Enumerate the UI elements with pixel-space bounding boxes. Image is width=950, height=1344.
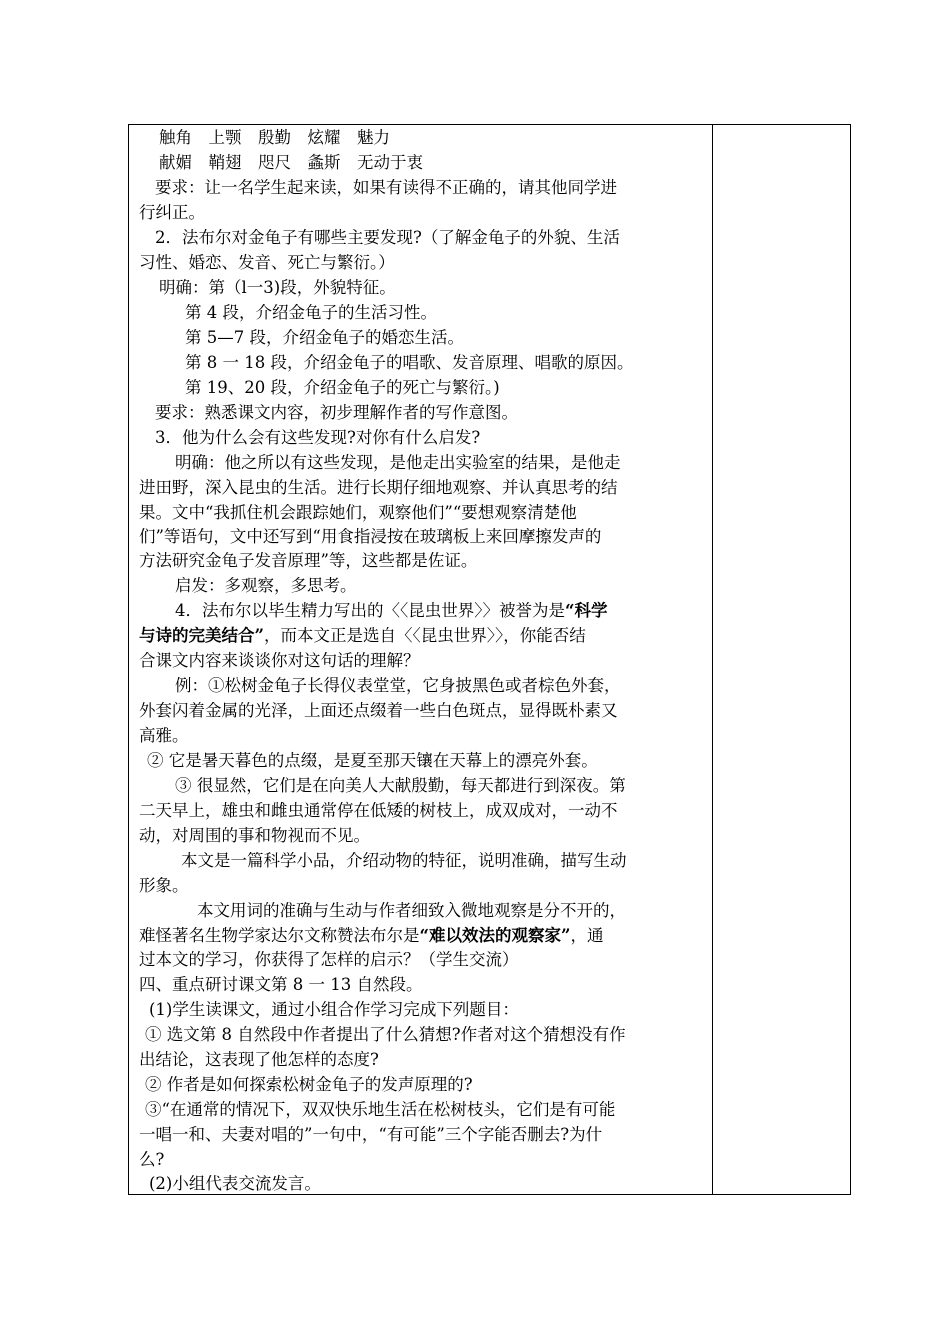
text-line: 启发：多观察，多思考。: [175, 576, 357, 595]
text-line: 2．法布尔对金龟子有哪些主要发现?（了解金龟子的外貌、生活: [155, 228, 620, 247]
notes-cell: [713, 125, 850, 1194]
text-line: 本文是一篇科学小品，介绍动物的特征，说明准确，描写生动: [181, 851, 627, 870]
text-line: [175, 599, 608, 623]
text-line: 要求：让一名学生起来读，如果有读得不正确的，请其他同学进: [155, 178, 617, 197]
text-line: (2)小组代表交流发言。: [149, 1174, 321, 1193]
text-line: 外套闪着金属的光泽，上面还点缀着一些白色斑点，显得既朴素又: [139, 701, 618, 720]
text-line: 明确：第（l一3)段，外貌特征。: [159, 278, 396, 297]
text-line: ③ 很显然，它们是在向美人大献殷勤，每天都进行到深夜。第: [175, 776, 626, 795]
text-line: 们”等语句，文中还写到“用食指浸按在玻璃板上来回摩擦发声的: [139, 527, 602, 546]
text-segment: ，而本文正是选自〈〈昆虫世界〉〉，你能否结: [264, 626, 586, 645]
text-line: ① 选文第 8 自然段中作者提出了什么猜想?作者对这个猜想没有作: [145, 1025, 626, 1044]
text-line: 第 8 一 18 段，介绍金龟子的唱歌、发音原理、唱歌的原因。: [185, 353, 634, 372]
text-line: 本文用词的准确与生动与作者细致入微地观察是分不开的，: [197, 901, 626, 920]
text-line: 四、重点研讨课文第 8 一 13 自然段。: [139, 975, 423, 994]
text-line: 动，对周围的事和物视而不见。: [139, 826, 370, 845]
text-line: 出结论，这表现了他怎样的态度?: [139, 1050, 379, 1069]
text-line: 进田野，深入昆虫的生活。进行长期仔细地观察、并认真思考的结: [139, 478, 618, 497]
text-line: ② 它是暑天暮色的点缀，是夏至那天镶在天幕上的漂亮外套。: [147, 751, 598, 770]
text-line: [139, 624, 586, 648]
text-line: 形象。: [139, 876, 189, 895]
text-line: 第 4 段，介绍金龟子的生活习性。: [185, 303, 437, 322]
text-segment: ，通: [570, 926, 604, 945]
text-line: 过本文的学习，你获得了怎样的启示？（学生交流）: [139, 950, 519, 969]
text-line: 合课文内容来谈谈你对这句话的理解？: [139, 651, 420, 670]
text-line: (1)学生读课文，通过小组合作学习完成下列题目：: [149, 1000, 519, 1019]
lesson-table: [128, 124, 851, 1195]
text-segment: 4．法布尔以毕生精力写出的〈〈昆虫世界〉〉被誉为是: [175, 601, 565, 620]
text-line: 第 19、20 段，介绍金龟子的死亡与繁衍。): [185, 378, 500, 397]
text-line: ③“在通常的情况下，双双快乐地生活在松树枝头，它们是有可能: [145, 1100, 616, 1119]
emphasis-text: “科学: [565, 601, 608, 620]
text-line: 方法研究金龟子发音原理”等，这些都是佐证。: [139, 551, 478, 570]
text-line: 么?: [139, 1150, 165, 1169]
emphasis-text: “难以效法的观察家”: [419, 926, 571, 945]
text-line: 一唱一和、夫妻对唱的”一句中，“有可能”三个字能否删去?为什: [139, 1125, 603, 1144]
emphasis-text: 与诗的完美结合”: [139, 626, 264, 645]
text-line: [139, 924, 603, 948]
text-line: 习性、婚恋、发音、死亡与繁衍。）: [139, 253, 395, 272]
text-line: 二天早上，雄虫和雌虫通常停在低矮的树枝上，成双成对，一动不: [139, 801, 618, 820]
text-line: 明确：他之所以有这些发现，是他走出实验室的结果，是他走: [175, 453, 621, 472]
text-line: 3．他为什么会有这些发现?对你有什么启发?: [155, 428, 481, 447]
text-line: 高雅。: [139, 726, 189, 745]
text-line: 例：①松树金龟子长得仪表堂堂，它身披黑色或者棕色外套，: [175, 676, 621, 695]
text-line: 果。文中“我抓住机会跟踪她们，观察他们”“要想观察清楚他: [139, 503, 577, 522]
text-line: 第 5—7 段，介绍金龟子的婚恋生活。: [185, 328, 464, 347]
text-line: 触角 上颚 殷勤 炫耀 魅力: [159, 128, 390, 147]
text-segment: 难怪著名生物学家达尔文称赞法布尔是: [139, 926, 420, 945]
text-line: 献媚 鞘翅 咫尺 螽斯 无动于衷: [159, 153, 423, 172]
text-line: 行纠正。: [139, 203, 205, 222]
text-line: ② 作者是如何探索松树金龟子的发声原理的?: [145, 1075, 473, 1094]
text-line: 要求：熟悉课文内容，初步理解作者的写作意图。: [155, 403, 518, 422]
